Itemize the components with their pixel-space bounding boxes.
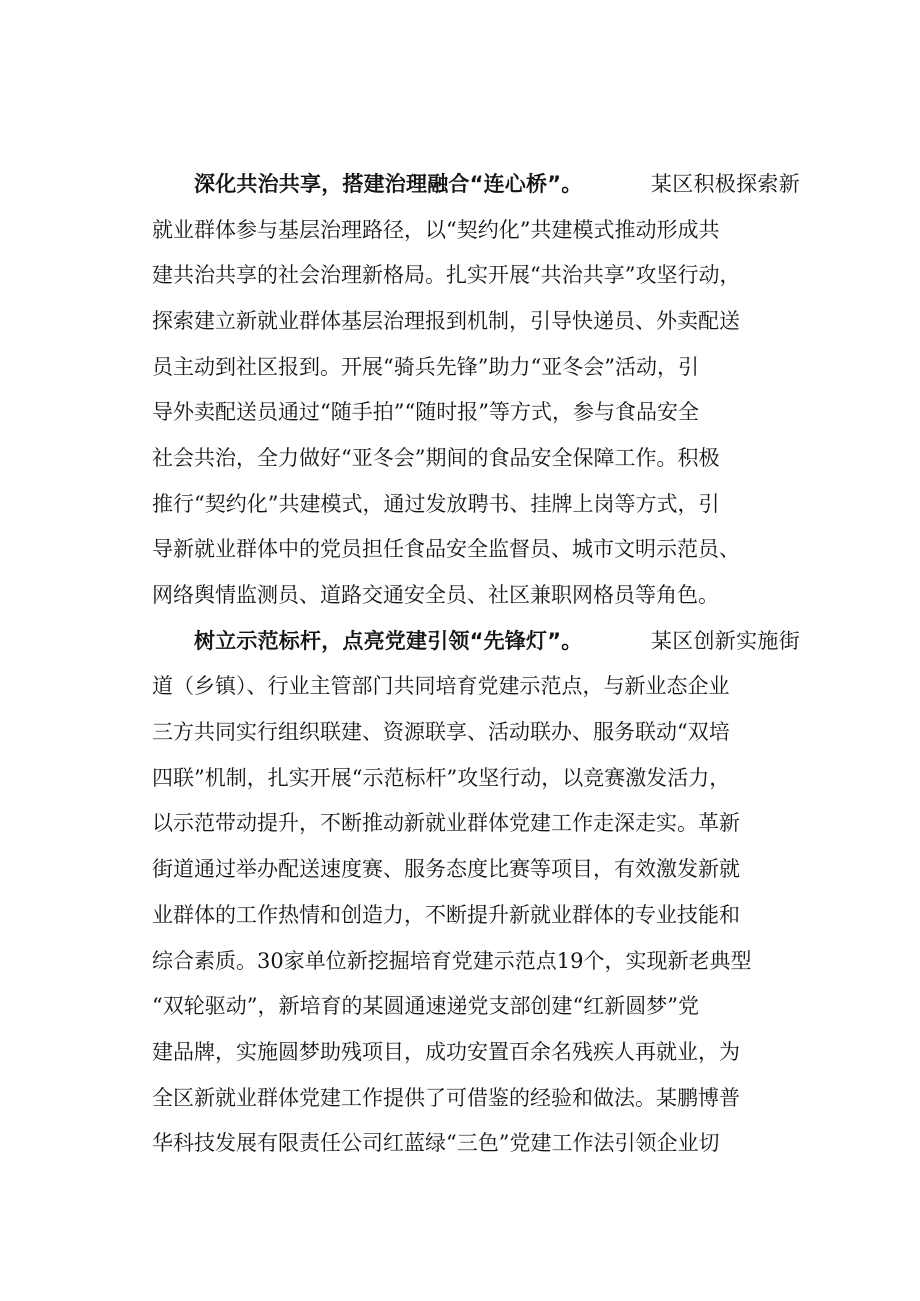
paragraph-2-line-3: 三方共同实行组织联建、资源联享、活动联办、服务联动“双培: [152, 720, 730, 745]
paragraph-2-line-6: 街道通过举办配送速度赛、服务态度比赛等项目，有效激发新就: [152, 857, 740, 882]
paragraph-2-line-10: 建品牌，实施圆梦助残项目，成功安置百余名残疾人再就业，为: [152, 1039, 740, 1064]
paragraph-1-line-4: 探索建立新就业群体基层治理报到机制，引导快递员、外卖配送: [152, 308, 740, 333]
paragraph-2-text: 某区创新实施街: [650, 628, 800, 653]
paragraph-1-text: 某区积极探索新: [650, 171, 800, 196]
document-page: [152, 160, 800, 1165]
paragraph-2-heading: 树立示范标杆，点亮党建引领“先锋灯”。: [194, 628, 583, 653]
paragraph-1-line-1: [152, 160, 800, 206]
paragraph-1-heading: 深化共治共享，搭建治理融合“连心桥”。: [194, 171, 583, 196]
paragraph-1-line-6: 导外卖配送员通过“随手拍”“随时报”等方式，参与食品安全: [152, 400, 699, 425]
paragraph-2-line-9: “双轮驱动”，新培育的某圆通速递党支部创建“红新圆梦”党: [152, 994, 699, 1019]
paragraph-1-line-9: 导新就业群体中的党员担任食品安全监督员、城市文明示范员、: [152, 537, 740, 562]
paragraph-1-line-7: 社会共治，全力做好“亚冬会”期间的食品安全保障工作。积极: [152, 445, 720, 470]
paragraph-2-line-8: 综合素质。30家单位新挖掘培育党建示范点19个，实现新老典型: [152, 948, 752, 973]
paragraph-2-line-2: 道（乡镇）、行业主管部门共同培育党建示范点，与新业态企业: [152, 674, 730, 699]
paragraph-2-line-5: 以示范带动提升，不断推动新就业群体党建工作走深走实。革新: [152, 811, 740, 836]
paragraph-1-line-3: 建共治共享的社会治理新格局。扎实开展“共治共享”攻坚行动，: [152, 263, 741, 288]
paragraph-2-line-11: 全区新就业群体党建工作提供了可借鉴的经验和做法。某鹏博普: [152, 1085, 740, 1110]
paragraph-1-line-8: 推行“契约化”共建模式，通过发放聘书、挂牌上岗等方式，引: [152, 491, 720, 516]
paragraph-1-line-2: 就业群体参与基层治理路径，以“契约化”共建模式推动形成共: [152, 217, 720, 242]
paragraph-1-line-5: 员主动到社区报到。开展“骑兵先锋”助力“亚冬会”活动，引: [152, 354, 699, 379]
paragraph-2-line-1: [152, 617, 800, 663]
paragraph-1-line-10: 网络舆情监测员、道路交通安全员、社区兼职网格员等角色。: [152, 583, 719, 608]
paragraph-2-line-12: 华科技发展有限责任公司红蓝绿“三色”党建工作法引领企业切: [152, 1131, 720, 1156]
paragraph-2-line-7: 业群体的工作热情和创造力，不断提升新就业群体的专业技能和: [152, 902, 740, 927]
paragraph-2-line-4: 四联”机制，扎实开展“示范标杆”攻坚行动，以竞赛激发活力，: [152, 765, 731, 790]
